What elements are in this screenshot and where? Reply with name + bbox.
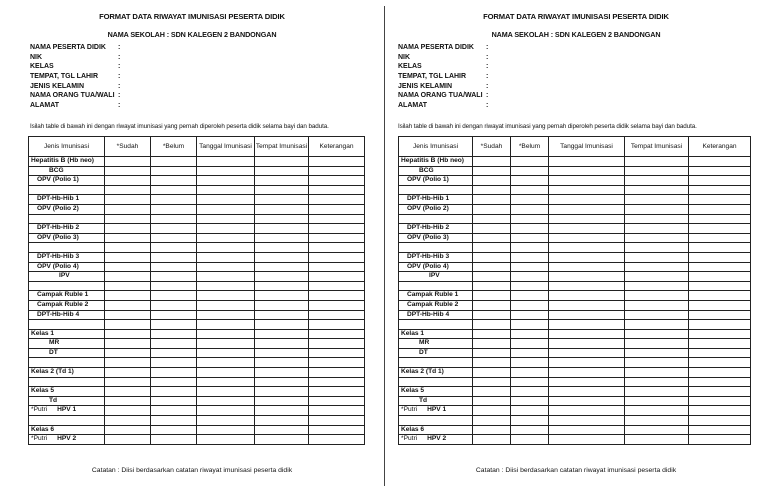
- table-row: IPV: [29, 272, 365, 282]
- table-row: [399, 214, 751, 224]
- table-row: Td: [399, 396, 751, 406]
- table-row: [399, 416, 751, 426]
- field-ttl: TEMPAT, TGL LAHIR :: [30, 73, 121, 81]
- table-header: [29, 137, 365, 157]
- table-row: OPV (Polio 2): [29, 204, 365, 214]
- field-jenis-kelamin: JENIS KELAMIN :: [398, 82, 489, 90]
- form-title: FORMAT DATA RIWAYAT IMUNISASI PESERTA DIDIK: [99, 12, 285, 21]
- table-row: BCG: [29, 166, 365, 176]
- header-sudah: *Sudah: [105, 137, 151, 157]
- table-row: OPV (Polio 3): [29, 233, 365, 243]
- field-orang-tua: NAMA ORANG TUA/WALI :: [30, 92, 121, 100]
- instruction-text: Isilah table di bawah ini dengan riwayat imunisasi yang pernah diperoleh peserta didik selama bayi dan baduta.: [398, 123, 697, 130]
- table-row: *Putri HPV 1: [29, 406, 365, 416]
- table-row: Campak Ruble 1: [399, 291, 751, 301]
- table-row: Kelas 1: [399, 329, 751, 339]
- table-row: *Putri HPV 2: [399, 435, 751, 445]
- table-row: DPT-Hb-Hib 3: [399, 252, 751, 262]
- immunization-table: [398, 136, 751, 445]
- table-row: [29, 377, 365, 387]
- table-row: DT: [29, 348, 365, 358]
- table-row: Hepatitis B (Hb neo): [29, 157, 365, 167]
- table-row: OPV (Polio 4): [399, 262, 751, 272]
- field-kelas: KELAS :: [30, 63, 121, 71]
- header-belum: *Belum: [511, 137, 549, 157]
- form-title: FORMAT DATA RIWAYAT IMUNISASI PESERTA DIDIK: [483, 12, 669, 21]
- table-row: [29, 185, 365, 195]
- header-tanggal: Tanggal Imunisasi: [549, 137, 625, 157]
- instruction-text: Isilah table di bawah ini dengan riwayat imunisasi yang pernah diperoleh peserta didik selama bayi dan baduta.: [30, 123, 329, 130]
- header-jenis: Jenis Imunisasi: [399, 137, 473, 157]
- table-row: Kelas 2 (Td 1): [399, 368, 751, 378]
- header-tempat: Tempat Imunisasi: [625, 137, 689, 157]
- table-row: DPT-Hb-Hib 2: [399, 224, 751, 234]
- table-row: [29, 320, 365, 330]
- table-row: IPV: [399, 272, 751, 282]
- table-row: MR: [399, 339, 751, 349]
- table-row: Kelas 6: [29, 425, 365, 435]
- school-name: NAMA SEKOLAH : SDN KALEGEN 2 BANDONGAN: [107, 30, 277, 39]
- table-row: DPT-Hb-Hib 4: [399, 310, 751, 320]
- header-sudah: *Sudah: [473, 137, 511, 157]
- footer-note: Catatan : Diisi berdasarkan catatan riwayat imunisasi peserta didik: [475, 467, 677, 474]
- table-row: [399, 377, 751, 387]
- header-jenis: Jenis Imunisasi: [29, 137, 105, 157]
- table-row: [399, 281, 751, 291]
- field-ttl: TEMPAT, TGL LAHIR :: [398, 73, 489, 81]
- table-row: Kelas 2 (Td 1): [29, 368, 365, 378]
- table-row: OPV (Polio 1): [399, 176, 751, 186]
- student-fields: [398, 44, 489, 112]
- table-row: DPT-Hb-Hib 1: [29, 195, 365, 205]
- table-row: DPT-Hb-Hib 1: [399, 195, 751, 205]
- table-row: Campak Ruble 2: [399, 300, 751, 310]
- table-row: [29, 416, 365, 426]
- table-row: OPV (Polio 2): [399, 204, 751, 214]
- school-name: NAMA SEKOLAH : SDN KALEGEN 2 BANDONGAN: [491, 30, 661, 39]
- table-row: OPV (Polio 3): [399, 233, 751, 243]
- table-row: DPT-Hb-Hib 2: [29, 224, 365, 234]
- table-row: Campak Ruble 2: [29, 300, 365, 310]
- header-tanggal: Tanggal Imunisasi: [197, 137, 255, 157]
- immunization-table: [28, 136, 365, 445]
- header-keterangan: Keterangan: [309, 137, 365, 157]
- header-belum: *Belum: [151, 137, 197, 157]
- table-row: [29, 358, 365, 368]
- table-row: [29, 281, 365, 291]
- table-row: Kelas 5: [29, 387, 365, 397]
- field-alamat: ALAMAT :: [30, 102, 121, 110]
- table-row: *Putri HPV 2: [29, 435, 365, 445]
- table-row: MR: [29, 339, 365, 349]
- table-row: Hepatitis B (Hb neo): [399, 157, 751, 167]
- table-row: [399, 320, 751, 330]
- field-kelas: KELAS :: [398, 63, 489, 71]
- table-row: Kelas 1: [29, 329, 365, 339]
- table-row: [399, 243, 751, 253]
- field-nik: NIK :: [30, 53, 121, 61]
- table-row: OPV (Polio 4): [29, 262, 365, 272]
- table-row: BCG: [399, 166, 751, 176]
- table-row: DT: [399, 348, 751, 358]
- table-row: [399, 185, 751, 195]
- header-keterangan: Keterangan: [689, 137, 751, 157]
- table-row: Td: [29, 396, 365, 406]
- header-tempat: Tempat Imunisasi: [255, 137, 309, 157]
- table-row: [399, 358, 751, 368]
- table-row: Campak Ruble 1: [29, 291, 365, 301]
- table-row: [29, 243, 365, 253]
- field-nama: NAMA PESERTA DIDIK :: [398, 44, 489, 51]
- form-right: [384, 0, 768, 503]
- table-header: [399, 137, 751, 157]
- field-nik: NIK :: [398, 53, 489, 61]
- table-row: DPT-Hb-Hib 3: [29, 252, 365, 262]
- table-row: Kelas 5: [399, 387, 751, 397]
- table-row: *Putri HPV 1: [399, 406, 751, 416]
- field-jenis-kelamin: JENIS KELAMIN :: [30, 82, 121, 90]
- field-orang-tua: NAMA ORANG TUA/WALI :: [398, 92, 489, 100]
- table-row: Kelas 6: [399, 425, 751, 435]
- table-row: OPV (Polio 1): [29, 176, 365, 186]
- field-nama: NAMA PESERTA DIDIK :: [30, 44, 121, 51]
- table-row: DPT-Hb-Hib 4: [29, 310, 365, 320]
- table-row: [29, 214, 365, 224]
- field-alamat: ALAMAT :: [398, 102, 489, 110]
- footer-note: Catatan : Diisi berdasarkan catatan riwayat imunisasi peserta didik: [91, 467, 293, 474]
- student-fields: [30, 44, 121, 112]
